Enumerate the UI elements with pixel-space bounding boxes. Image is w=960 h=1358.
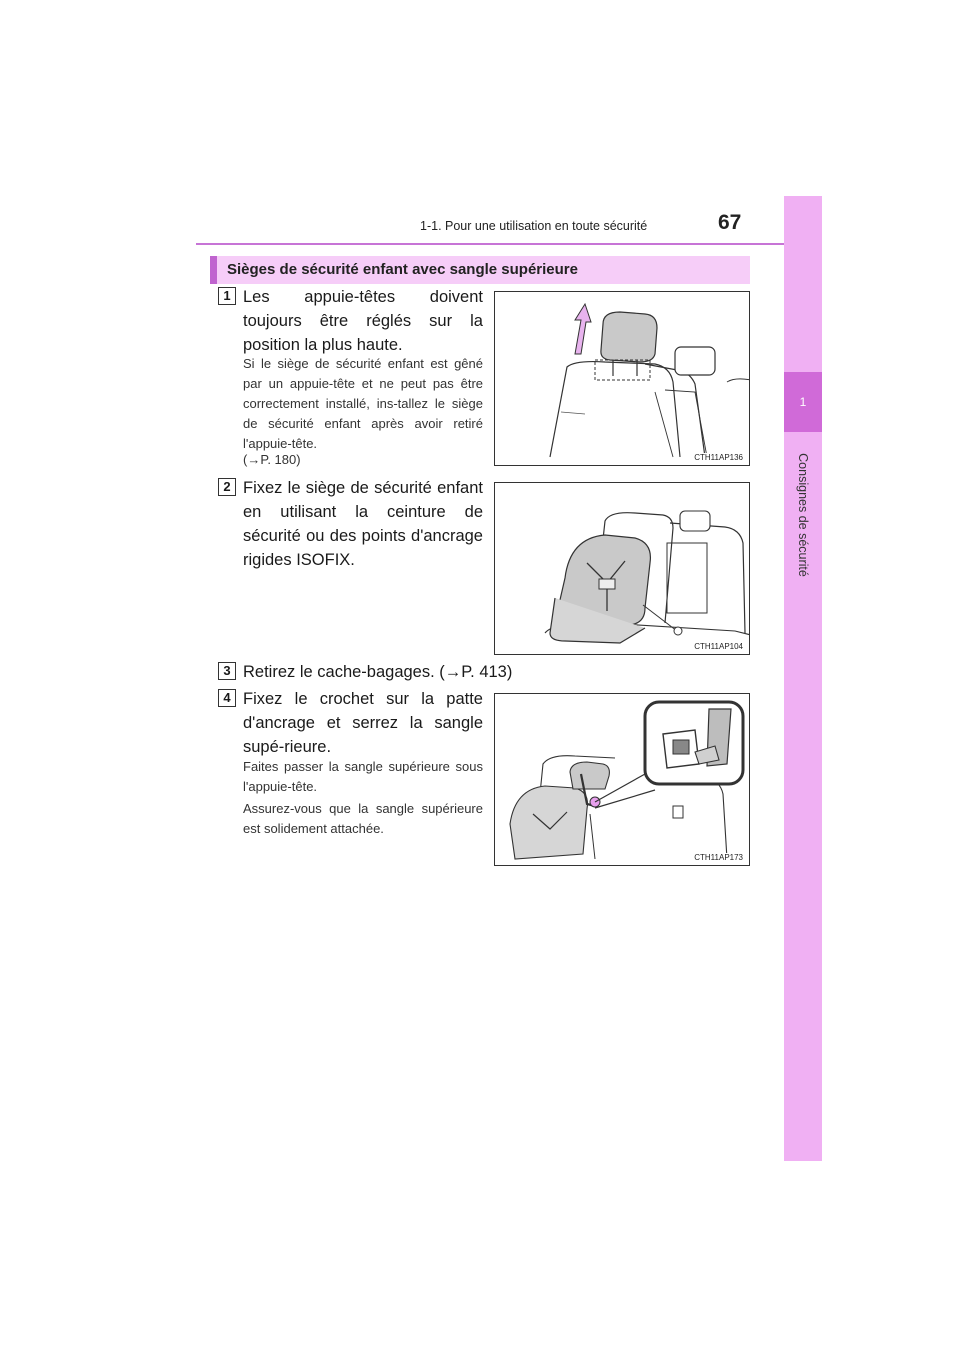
header-section-title: 1-1. Pour une utilisation en toute sécurité (420, 219, 648, 233)
step-number-4: 4 (218, 689, 236, 707)
figure-headrest-raised (494, 291, 750, 466)
step-4-text: Fixez le crochet sur la patte d'ancrage et serrez la sangle supé-rieure. (243, 690, 483, 756)
figure-code-1: CTH11AP136 (694, 453, 743, 462)
step-2-text: Fixez le siège de sécurité enfant en utilisant la ceinture de sécurité ou des points d'ancrage rigides ISOFIX. (243, 479, 483, 569)
step-number-3: 3 (218, 662, 236, 680)
section-header-bar (210, 256, 217, 284)
step-1-note: Si le siège de sécurité enfant est gêné par un appuie-tête et ne peut pas être correctement installé, ins-tallez le siège de sécurité enfant après avoir retiré l'appuie-tête. (243, 356, 483, 451)
figure-top-strap-anchor (494, 693, 750, 866)
step-3-text: Retirez le cache-bagages. (→P. 413) (243, 663, 513, 681)
figure-child-seat-installed (494, 482, 750, 655)
step-1-ref: (→P. 180) (243, 452, 301, 467)
step-4-note-b: Assurez-vous que la sangle supérieure est solidement attachée. (243, 801, 483, 836)
section-header (210, 256, 750, 284)
chapter-label: Consignes de sécurité (796, 453, 810, 577)
header-rule (196, 243, 793, 245)
step-1-text: Les appuie-têtes doivent toujours être réglés sur la position la plus haute. (243, 288, 483, 354)
page-number: 67 (718, 211, 742, 234)
section-title: Sièges de sécurité enfant avec sangle supérieure (227, 261, 578, 278)
figure-code-4: CTH11AP173 (694, 853, 743, 862)
chapter-number-tab: 1 (784, 372, 822, 432)
step-number-2: 2 (218, 478, 236, 496)
step-4-note-a: Faites passer la sangle supérieure sous l'appuie-tête. (243, 759, 483, 794)
figure-code-2: CTH11AP104 (694, 642, 743, 651)
chapter-side-tab (784, 196, 822, 1161)
step-number-1: 1 (218, 287, 236, 305)
